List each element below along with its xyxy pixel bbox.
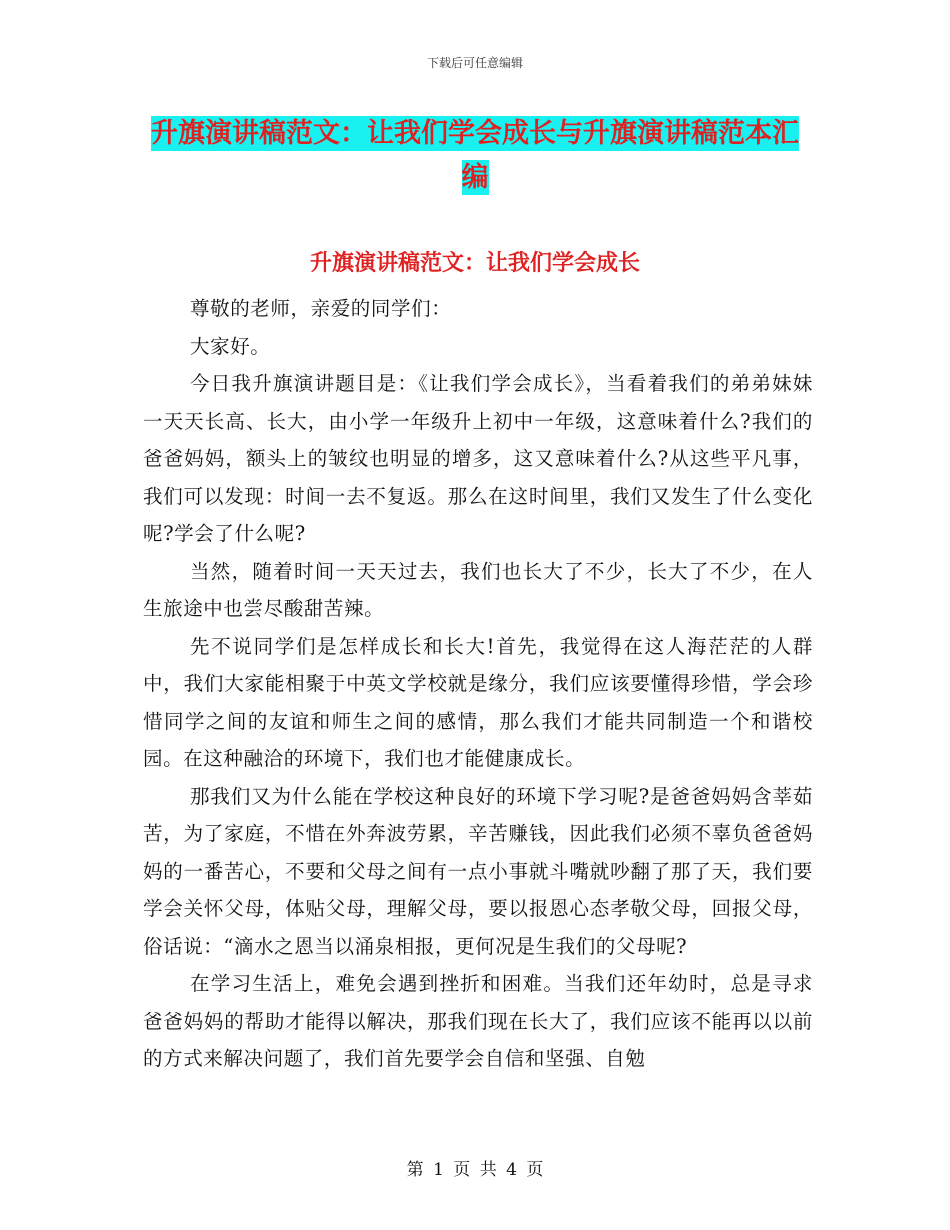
header-note: 下载后可任意编辑 [426,56,523,70]
paragraph: 今日我升旗演讲题目是：《让我们学会成长》，当看着我们的弟弟妹妹一天天长高、长大，由小学一年级升上初中一年级，这意味着什么?我们的爸爸妈妈，额头上的皱纹也明显的增多，这又意味着什么?从这些平凡事，我们可以发现：时间一去不复返。那么在这时间里，我们又发生了什么变化呢?学会了什么呢? [143,372,813,545]
document-title-text: 升旗演讲稿范文：让我们学会成长与升旗演讲稿范本汇编 [151,118,799,193]
document-body [143,290,813,1078]
paragraph: 当然，随着时间一天天过去，我们也长大了不少，长大了不少，在人生旅途中也尝尽酸甜苦辣。 [143,559,813,620]
paragraph: 先不说同学们是怎样成长和长大!首先，我觉得在这人海茫茫的人群中，我们大家能相聚于中英文学校就是缘分，我们应该要懂得珍惜，学会珍惜同学之间的友谊和师生之间的感情，那么我们才能共同制造一个和谐校园。在这种融洽的环境下，我们也才能健康成长。 [143,634,813,770]
page-number-footer: 第 1 页 共 4 页 [406,1160,544,1180]
paragraph: 那我们又为什么能在学校这种良好的环境下学习呢?是爸爸妈妈含莘茹苦，为了家庭，不惜在外奔波劳累，辛苦赚钱，因此我们必须不辜负爸爸妈妈的一番苦心，不要和父母之间有一点小事就斗嘴就吵翻了那了天，我们要学会关怀父母，体贴父母，理解父母，要以报恩心态孝敬父母，回报父母，俗话说：“滴水之恩当以涌泉相报，更何况是生我们的父母呢? [143,784,813,958]
paragraph: 在学习生活上，难免会遇到挫折和困难。当我们还年幼时，总是寻求爸爸妈妈的帮助才能得以解决，那我们现在长大了，我们应该不能再以以前的方式来解决问题了，我们首先要学会自信和坚强、自勉 [143,972,813,1070]
paragraph-greeting: 大家好。 [190,334,271,358]
paragraph-salutation: 尊敬的老师，亲爱的同学们： [190,297,452,320]
section-title: 升旗演讲稿范文：让我们学会成长 [309,251,640,276]
document-title [140,112,810,200]
